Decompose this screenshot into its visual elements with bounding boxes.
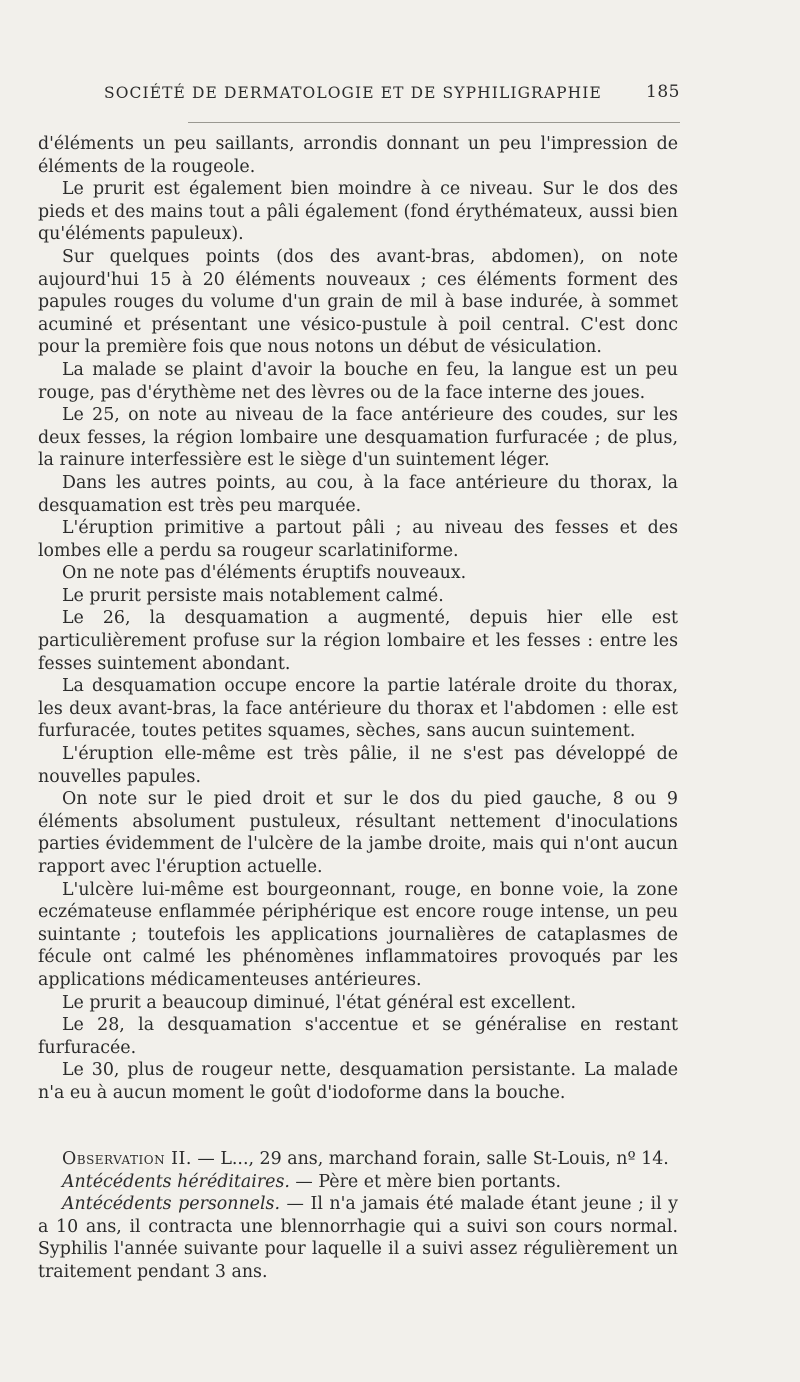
personal-history: [38, 1193, 678, 1283]
observation-heading-rest: — L..., 29 ans, marchand forain, salle St-Louis, nº 14.: [191, 1149, 669, 1169]
header-rule: [188, 122, 680, 123]
paragraph: Le prurit persiste mais notablement calmé.: [62, 585, 444, 606]
paragraph: On note sur le pied droit et sur le dos du pied gauche, 8 ou 9 éléments absolument pustuleux, résultant nettement d'inoculations parties évidemment de l'ulcère de la jambe droite, mais qui n'ont aucun rapport avec l'éruption actuelle.: [38, 789, 678, 877]
observation-heading: Observation II.: [62, 1149, 192, 1169]
paragraph: L'éruption primitive a partout pâli ; au niveau des fesses et des lombes elle a perdu sa rougeur scarlatiniforme.: [38, 518, 678, 561]
paragraph: Le 30, plus de rougeur nette, desquamation persistante. La malade n'a eu à aucun moment le goût d'iodoforme dans la bouche.: [38, 1060, 678, 1103]
paragraph: La desquamation occupe encore la partie latérale droite du thorax, les deux avant-bras, la face antérieure du thorax et l'abdomen : elle est furfuracée, toutes petites squames, sèches, sans aucun suintement.: [38, 676, 678, 742]
paragraph: Le 26, la desquamation a augmenté, depuis hier elle est particulièrement profuse sur la région lombaire et les fesses : entre les fesses suintement abondant.: [38, 608, 678, 674]
paragraph: Dans les autres points, au cou, à la face antérieure du thorax, la desquamation est très peu marquée.: [38, 472, 678, 516]
paragraph: d'éléments un peu saillants, arrondis donnant un peu l'impression de éléments de la rougeole.: [38, 134, 678, 177]
paragraph: Le 28, la desquamation s'accentue et se généralise en restant furfuracée.: [38, 1015, 678, 1058]
paragraph: Le prurit est également bien moindre à ce niveau. Sur le dos des pieds et des mains tout a pâli également (fond érythémateux, aussi bien qu'éléments papuleux).: [38, 179, 678, 245]
running-header: [104, 84, 680, 110]
observation-heading-line: [38, 1148, 678, 1171]
hereditary-history: [38, 1171, 678, 1194]
paragraph: Sur quelques points (dos des avant-bras, abdomen), on note aujourd'hui 15 à 20 éléments nouveaux ; ces éléments forment des papules rouges du volume d'un grain de mil à base indurée, à sommet acuminé et présentant une vésico-pustule à poil central. C'est donc pour la première fois que nous notons un début de vésiculation.: [38, 246, 678, 358]
running-title: SOCIÉTÉ DE DERMATOLOGIE ET DE SYPHILIGRAPHIE: [104, 84, 602, 102]
page-number: 185: [646, 82, 680, 102]
paragraph: L'éruption elle-même est très pâlie, il ne s'est pas développé de nouvelles papules.: [38, 744, 678, 787]
paragraph: Le prurit a beaucoup diminué, l'état général est excellent.: [62, 992, 577, 1013]
paragraph: L'ulcère lui-même est bourgeonnant, rouge, en bonne voie, la zone eczémateuse enflammée périphérique est encore rouge intense, un peu suintante ; toutefois les applications journalières de cataplasmes de fécule ont calmé les phénomènes inflammatoires provoqués par les applications médicamenteuses antérieures.: [38, 879, 678, 990]
observation-section: [38, 1148, 678, 1284]
hereditary-text: — Père et mère bien portants.: [289, 1171, 562, 1192]
hereditary-label: Antécédents héréditaires.: [62, 1171, 290, 1192]
paragraph: La malade se plaint d'avoir la bouche en feu, la langue est un peu rouge, pas d'érythème net des lèvres ou de la face interne des joues.: [38, 359, 678, 403]
personal-label: Antécédents personnels.: [62, 1194, 280, 1215]
body-text: [38, 133, 678, 1105]
paragraph: On ne note pas d'éléments éruptifs nouveaux.: [62, 563, 467, 584]
personal-text: — Il n'a jamais été malade étant jeune ; il y a 10 ans, il contracta une blennorrhagie qui a suivi son cours normal. Syphilis l'année suivante pour laquelle il a suivi assez régulièrement un traitement pendant 3 ans.: [38, 1194, 678, 1282]
paragraph: Le 25, on note au niveau de la face antérieure des coudes, sur les deux fesses, la région lombaire une desquamation furfuracée ; de plus, la rainure interfessière est le siège d'un suintement léger.: [38, 405, 678, 471]
